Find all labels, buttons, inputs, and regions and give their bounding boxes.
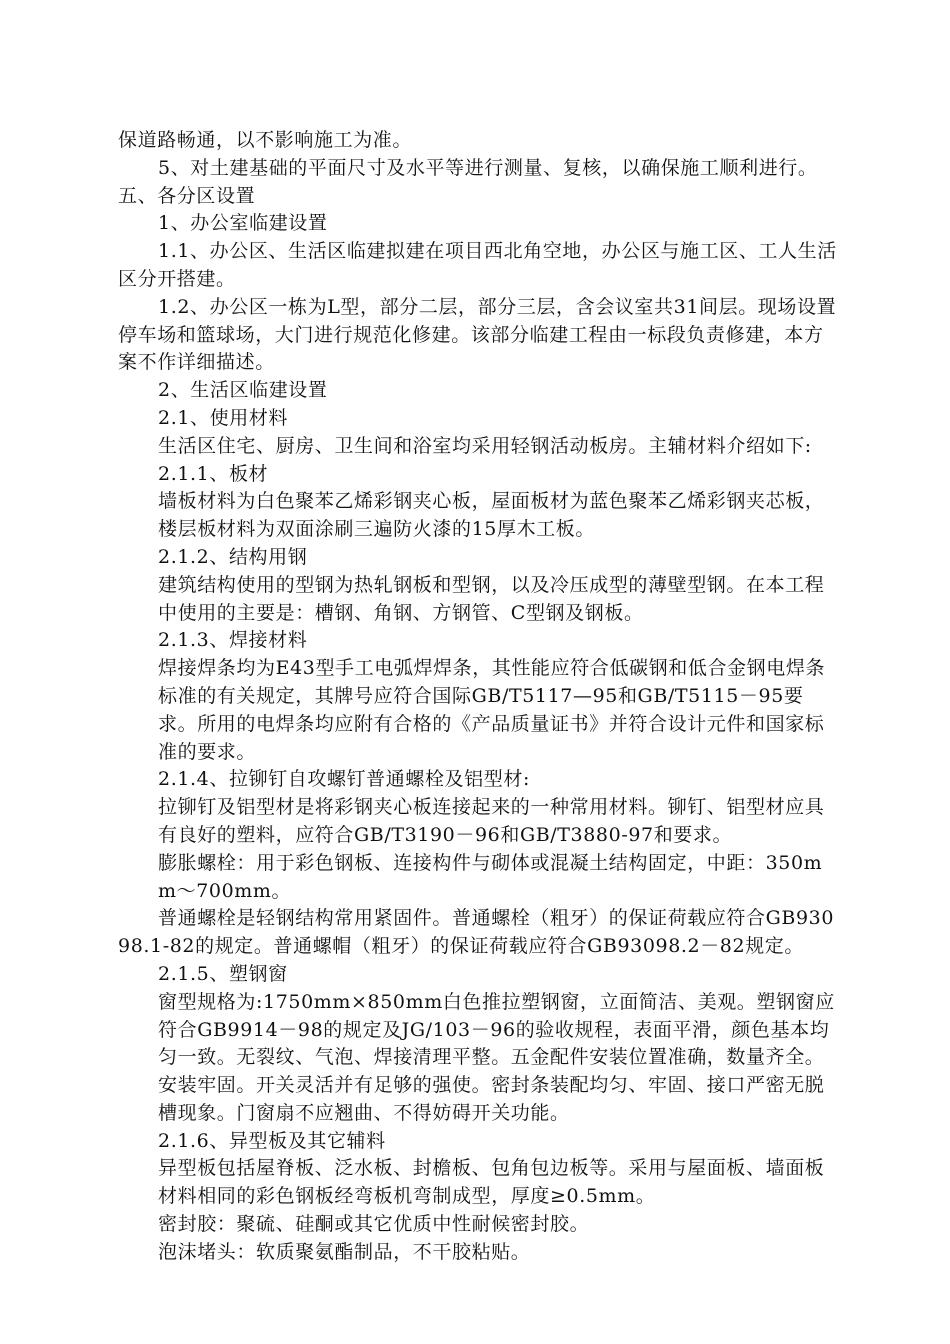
subheading-special-panels: 2.1.6、异型板及其它辅料	[158, 1129, 386, 1152]
subheading-fasteners: 2.1.4、拉铆钉自攻螺钉普通螺栓及铝型材:	[158, 768, 530, 791]
subheading-living-temp: 2、生活区临建设置	[158, 379, 328, 402]
subheading-welding: 2.1.3、焊接材料	[158, 629, 308, 652]
subheading-windows: 2.1.5、塑钢窗	[158, 962, 288, 985]
paragraph-welding: 焊接焊条均为E43型手工电弧焊焊条，其性能应符合低碳钢和低合金钢电焊条标准的有关规定，其牌号应符合国际GB/T5117—95和GB/T5115－95要求。所用的电焊条均应附有合格的《产品质量证书》并符合设计元件和国家标准的要求。	[158, 657, 826, 763]
paragraph-materials-intro: 生活区住宅、厨房、卫生间和浴室均采用轻钢活动板房。主辅材料介绍如下:	[158, 434, 812, 457]
paragraph-rivets: 拉铆钉及铝型材是将彩钢夹心板连接起来的一种常用材料。铆钉、铝型材应具有良好的塑料，应符合GB/T3190－96和GB/T3880-97和要求。	[158, 796, 825, 846]
paragraph-ordinary-bolts: 普通螺栓是轻钢结构常用紧固件。普通螺栓（粗牙）的保证荷载应符合GB93098.1-82的规定。普通螺帽（粗牙）的保证荷载应符合GB93098.2－82规定。	[118, 907, 835, 958]
subheading-materials: 2.1、使用材料	[158, 406, 289, 429]
subheading-panels: 2.1.1、板材	[158, 462, 269, 485]
paragraph-special-panels: 异型板包括屋脊板、泛水板、封檐板、包角包边板等。采用与屋面板、墙面板材料相同的彩色钢板经弯板机弯制成型，厚度≥0.5mm。	[158, 1157, 825, 1208]
paragraph-foam-plug: 泡沫堵头：软质聚氨酯制品，不干胶粘贴。	[158, 1240, 531, 1263]
section-heading-zones: 五、各分区设置	[118, 184, 256, 207]
subheading-office-temp: 1、办公室临建设置	[158, 212, 328, 235]
paragraph-structural-steel: 建筑结构使用的型钢为热轧钢板和型钢，以及冷压成型的薄壁型钢。在本工程中使用的主要是：槽钢、角钢、方钢管、C型钢及钢板。	[158, 573, 825, 624]
paragraph-survey-check: 5、对土建基础的平面尺寸及水平等进行测量、复核，以确保施工顺利进行。	[158, 156, 818, 179]
paragraph-panels: 墙板材料为白色聚苯乙烯彩钢夹心板，屋面板材为蓝色聚苯乙烯彩钢夹芯板，楼层板材料为双面涂刷三遍防火漆的15厚木工板。	[158, 490, 825, 541]
paragraph-windows: 窗型规格为:1750mm×850mm白色推拉塑钢窗，立面简洁、美观。塑钢窗应符合GB9914－98的规定及JG/103－96的验收规程，表面平滑，颜色基本均匀一致。无裂纹、气泡、焊接清理平整。五金配件安装位置准确，数量齐全。安装牢固。开关灵活并有足够的强使。密封条装配均匀、牢固、接口严密无脱槽现象。门窗扇不应翘曲、不得妨碍开关功能。	[158, 990, 835, 1124]
paragraph-office-location: 1.1、办公区、生活区临建拟建在项目西北角空地，办公区与施工区、工人生活区分开搭建。	[118, 240, 837, 290]
subheading-structural-steel: 2.1.2、结构用钢	[158, 545, 308, 568]
paragraph-office-building: 1.2、办公区一栋为L型，部分二层，部分三层，含会议室共31间层。现场设置停车场和篮球场，大门进行规范化修建。该部分临建工程由一标段负责修建，本方案不作详细描述。	[118, 295, 837, 374]
document-body	[118, 127, 838, 1267]
paragraph-sealant: 密封胶：聚硫、硅酮或其它优质中性耐候密封胶。	[158, 1213, 590, 1236]
paragraph-road-clear: 保道路畅通，以不影响施工为准。	[118, 129, 413, 151]
paragraph-expansion-bolts: 膨胀螺栓：用于彩色钢板、连接构件与砌体或混凝土结构固定，中距：350mm～700mm。	[158, 851, 823, 902]
